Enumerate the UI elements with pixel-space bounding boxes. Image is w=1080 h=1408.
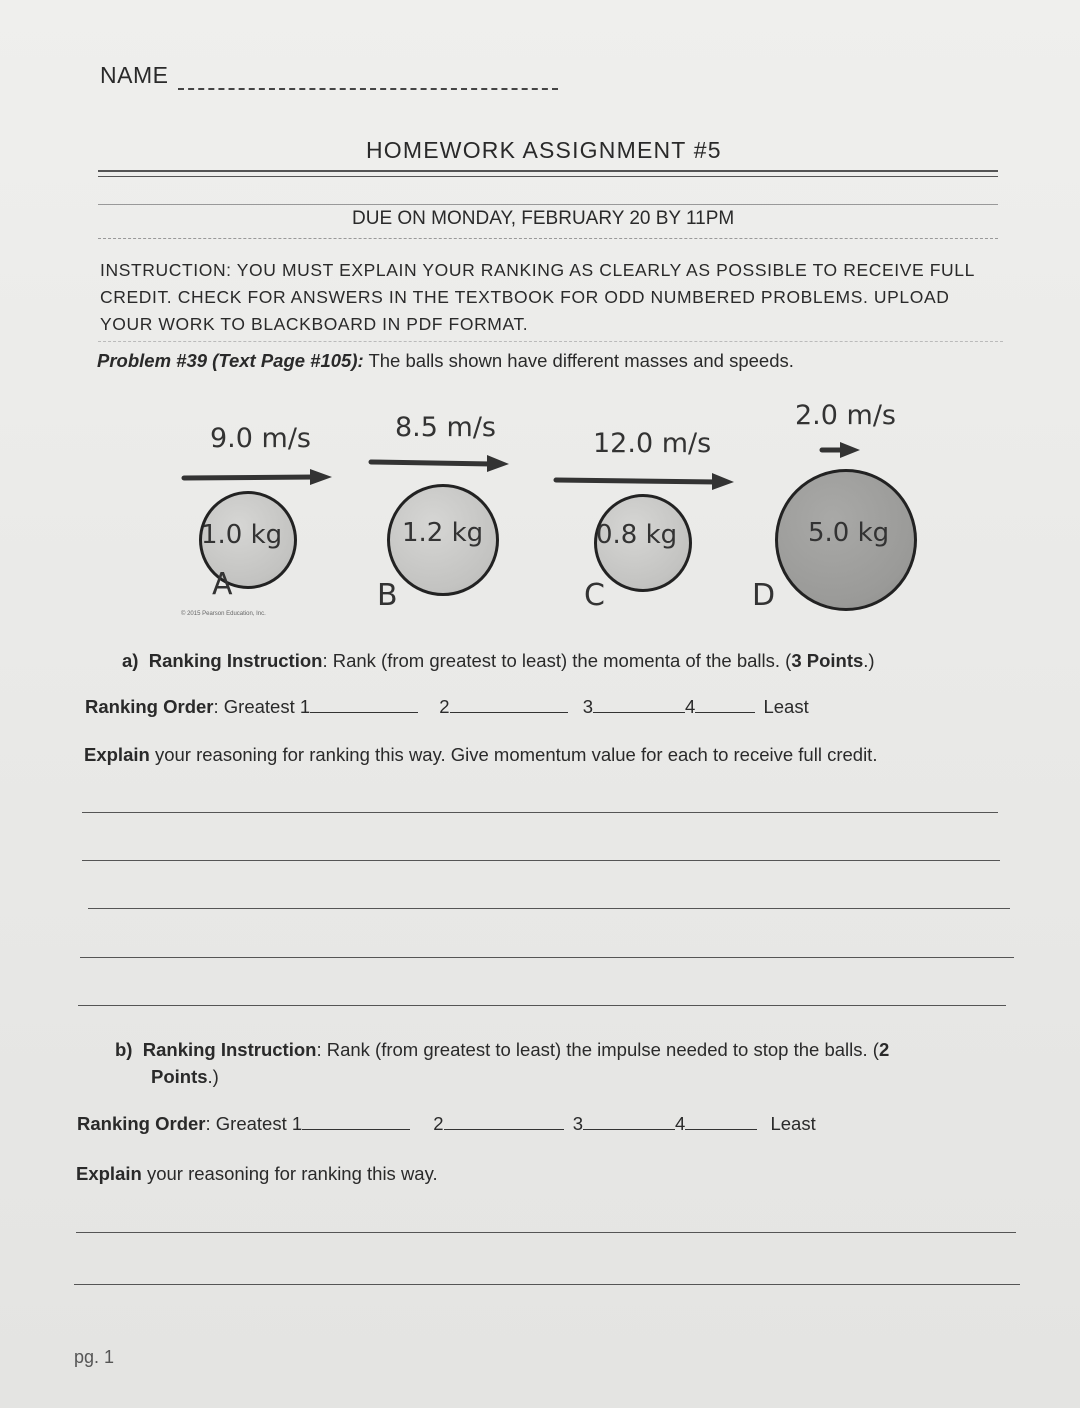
part-b-rank-2-blank[interactable] [444,1115,564,1130]
problem-label: Problem #39 (Text Page #105): [97,350,364,371]
part-a-order-start: : Greatest 1 [213,696,311,717]
part-b-instruction [115,1036,965,1090]
figure-copyright: © 2015 Pearson Education, Inc. [181,611,266,617]
part-a-answer-line-3[interactable] [88,908,1010,909]
ball-c-mass: 0.8 kg [596,520,678,550]
part-b-explain-bold: Explain [76,1163,142,1184]
part-b-rank-2-num: 2 [433,1113,444,1134]
part-a-instr-bold: Ranking Instruction [148,650,323,671]
part-a-order-label: Ranking Order [85,696,214,717]
part-a-rank-4-num: 4 [685,696,696,717]
part-b-rank-4-num: 4 [675,1113,686,1134]
part-b-explain [76,1163,438,1185]
part-a-rank-2-num: 2 [439,696,450,717]
part-b-order-label: Ranking Order [77,1113,206,1134]
part-b-least: Least [770,1113,816,1134]
part-a-label: a) [122,650,139,671]
ball-b-mass: 1.2 kg [402,518,484,548]
name-label: NAME [100,62,169,88]
part-a-explain-text: your reasoning for ranking this way. Give momentum value for each to receive full credit. [149,744,878,765]
part-a-rank-4-blank[interactable] [695,698,755,713]
part-b-points-word: Points [151,1066,208,1087]
ball-c-velocity-arrow-icon [552,470,742,492]
ball-b-letter: B [377,578,398,613]
part-a-answer-line-1[interactable] [82,812,998,813]
ball-a-mass: 1.0 kg [201,520,283,550]
part-a-answer-line-4[interactable] [80,957,1014,958]
ball-d-letter: D [752,578,776,613]
ball-d-velocity-arrow-icon [818,440,866,460]
part-a-instruction [122,650,875,672]
instruction-divider [98,341,1003,342]
page-number: pg. 1 [74,1347,115,1367]
part-b-rank-3-blank[interactable] [583,1115,675,1130]
part-b-answer-line-1[interactable] [76,1232,1016,1233]
part-a-rank-3-num: 3 [582,696,594,717]
ball-b-speed: 8.5 m/s [395,412,496,443]
part-a-least: Least [763,696,809,717]
name-blank-line [178,88,558,90]
part-b-order-start: : Greatest 1 [205,1113,303,1134]
due-date: DUE ON MONDAY, FEBRUARY 20 BY 11PM [352,208,735,229]
due-divider-top [98,204,998,205]
part-a-explain [84,744,877,766]
page-title: HOMEWORK ASSIGNMENT #5 [366,137,722,163]
part-a-instr-text: : Rank (from greatest to least) the momenta of the balls. ( [322,650,792,671]
ball-a-letter: A [212,567,233,602]
part-b-instr-bold: Ranking Instruction [142,1039,317,1060]
problem-text: The balls shown have different masses and speeds. [368,350,794,371]
part-a-explain-bold: Explain [84,744,150,765]
part-b-rank-1-blank[interactable] [302,1115,410,1130]
ball-c-letter: C [584,578,605,613]
part-b-instr-text: : Rank (from greatest to least) the impulse needed to stop the balls. ( [316,1039,879,1060]
part-a-answer-line-2[interactable] [82,860,1000,861]
part-b-ranking-order [77,1113,816,1135]
part-a-points: 3 Points [791,650,864,671]
part-b-label: b) [115,1039,133,1060]
ball-a-velocity-arrow-icon [180,466,340,488]
part-b-points-num: 2 [878,1039,890,1060]
instruction-text: INSTRUCTION: YOU MUST EXPLAIN YOUR RANKING AS CLEARLY AS POSSIBLE TO RECEIVE FULL CREDIT. CHECK FOR ANSWERS IN THE TEXTBOOK FOR ODD NUMBERED PROBLEMS. UPLOAD YOUR WORK TO BLACKBOARD IN PDF FORMAT. [100,260,975,334]
ball-c-speed: 12.0 m/s [593,428,712,459]
part-a-ranking-order [85,696,809,718]
part-b-answer-line-2[interactable] [74,1284,1020,1285]
part-a-rank-3-blank[interactable] [593,698,685,713]
ball-b-velocity-arrow-icon [367,452,517,474]
part-a-rank-2-blank[interactable] [450,698,568,713]
due-divider-bottom [98,238,998,239]
ball-a-speed: 9.0 m/s [210,423,311,454]
part-b-explain-text: your reasoning for ranking this way. [141,1163,438,1184]
part-b-rank-4-blank[interactable] [685,1115,757,1130]
part-a-points-end: .) [863,650,875,671]
part-b-points-end: .) [207,1066,219,1087]
ball-d-speed: 2.0 m/s [795,400,896,431]
part-b-rank-3-num: 3 [572,1113,584,1134]
ball-d-mass: 5.0 kg [808,518,890,548]
problem-statement [97,350,794,372]
part-a-answer-line-5[interactable] [78,1005,1006,1006]
title-divider [98,170,998,177]
part-a-rank-1-blank[interactable] [310,698,418,713]
